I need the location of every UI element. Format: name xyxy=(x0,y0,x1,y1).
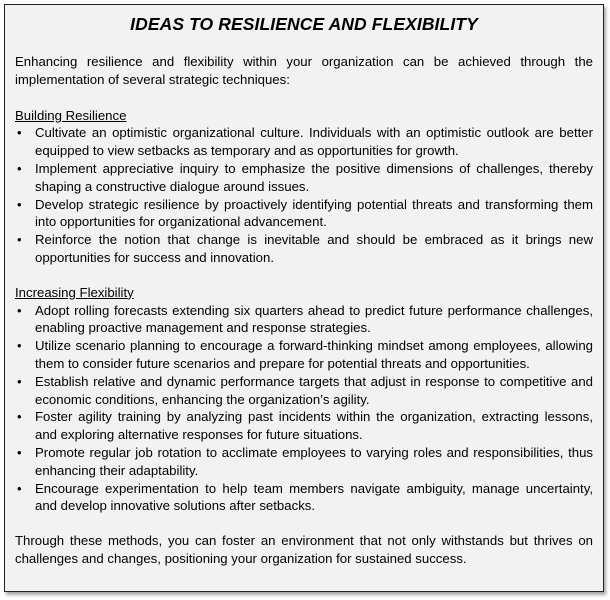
bullet-icon: • xyxy=(17,444,22,460)
list-item xyxy=(15,408,593,444)
list-item-text: Cultivate an optimistic organizational culture. Individuals with an optimistic outlook are better equipped to view setbacks as temporary and as opportunities for growth. xyxy=(35,125,593,159)
section-building-resilience xyxy=(15,107,593,267)
list-item xyxy=(15,231,593,267)
list-item xyxy=(15,337,593,373)
list-item xyxy=(15,480,593,516)
bullet-icon: • xyxy=(17,409,22,425)
section-heading: Increasing Flexibility xyxy=(15,284,134,300)
bullet-icon: • xyxy=(17,480,22,496)
list-item-text: Reinforce the notion that change is inevitable and should be embraced as it brings new opportunities for success and innovation. xyxy=(35,232,593,265)
document-title: IDEAS TO RESILIENCE AND FLEXIBILITY xyxy=(130,14,478,34)
list-item-text: Adopt rolling forecasts extending six quarters ahead to predict future performance challenges, enabling proactive management and response strategies. xyxy=(35,302,593,336)
section-spacer xyxy=(15,267,593,284)
bullet-icon: • xyxy=(17,373,22,389)
list-item-text: Promote regular job rotation to acclimate employees to varying roles and responsibilities, thus enhancing their adaptability. xyxy=(35,444,593,478)
bullet-icon: • xyxy=(17,338,22,354)
list-item-text: Establish relative and dynamic performance targets that adjust in response to competitive and economic conditions, enhancing the organization’s agility. xyxy=(35,373,593,407)
section-heading: Building Resilience xyxy=(15,107,127,123)
list-item-text: Foster agility training by analyzing past incidents within the organization, extracting lessons, and exploring alternative responses for future situations. xyxy=(35,409,593,443)
list-item-text: Encourage experimentation to help team members navigate ambiguity, manage uncertainty, and develop innovative solutions after setbacks. xyxy=(35,480,593,514)
list-item xyxy=(15,196,593,232)
list-item xyxy=(15,444,593,480)
list-item xyxy=(15,124,593,160)
list-item xyxy=(15,373,593,409)
bullet-list xyxy=(15,124,593,266)
document-box xyxy=(4,4,604,592)
list-item-text: Utilize scenario planning to encourage a forward-thinking mindset among employees, allowing them to consider future scenarios and prepare for potential threats and opportunities. xyxy=(35,338,593,371)
bullet-icon: • xyxy=(17,302,22,318)
section-increasing-flexibility xyxy=(15,284,593,515)
list-item xyxy=(15,302,593,338)
bullet-icon: • xyxy=(17,232,22,248)
list-item xyxy=(15,160,593,196)
bullet-icon: • xyxy=(17,125,22,141)
bullet-icon: • xyxy=(17,160,22,176)
conclusion-paragraph: Through these methods, you can foster an environment that not only withstands but thrives on challenges and changes, positioning your organization for sustained success. xyxy=(15,533,593,566)
list-item-text: Implement appreciative inquiry to emphasize the positive dimensions of challenges, thereby shaping a constructive dialogue around issues. xyxy=(35,160,593,194)
section-spacer xyxy=(15,515,593,532)
intro-paragraph: Enhancing resilience and flexibility within your organization can be achieved through the implementation of several strategic techniques: xyxy=(15,54,593,87)
list-item-text: Develop strategic resilience by proactively identifying potential threats and transforming them into opportunities for organizational advancement. xyxy=(35,196,593,230)
bullet-list xyxy=(15,302,593,516)
bullet-icon: • xyxy=(17,196,22,212)
